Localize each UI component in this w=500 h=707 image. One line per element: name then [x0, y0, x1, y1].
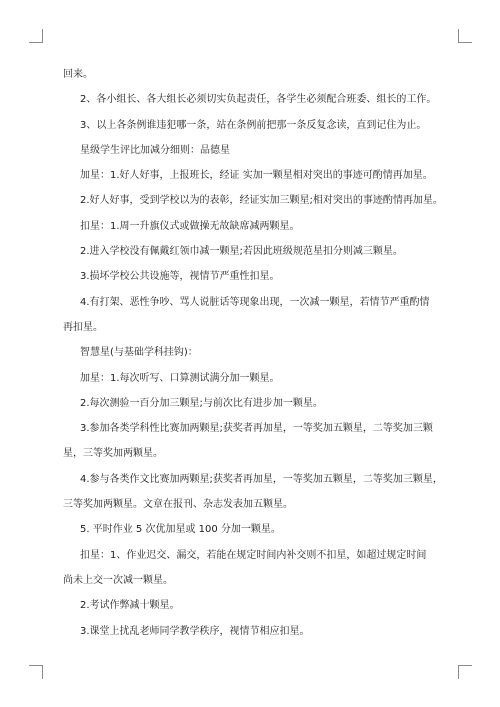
text-line: 星，三等奖加两颗星。 [63, 448, 163, 460]
text-line: 4.参与各类作文比赛加两颗星;获奖者再加星，一等奖加五颗星，二等奖加三颗星， [80, 473, 443, 485]
text-line: 2.好人好事，受到学校以为的表彰，经证实加三颗星;相对突出的事迹酌情再加星。 [80, 195, 443, 207]
paragraph [0, 264, 500, 289]
text-line: 5. 平时作业 5 次优加星或 100 分加一颗星。 [80, 524, 281, 536]
paragraph [0, 239, 500, 264]
paragraph [0, 62, 500, 87]
paragraph [0, 163, 500, 188]
text-line: 3.课堂上扰乱老师同学教学秩序，视情节相应扣星。 [80, 625, 310, 637]
crop-mark-bottom-left [29, 665, 43, 679]
document-body [0, 62, 500, 644]
paragraph [0, 87, 500, 112]
paragraph [0, 467, 500, 518]
paragraph [0, 543, 500, 594]
text-line: 尚未上交一次减一颗星。 [63, 574, 173, 586]
paragraph [0, 391, 500, 416]
paragraph [0, 517, 500, 542]
text-line: 3.参加各类学科性比赛加两颗星;获奖者再加星，一等奖加五颗星，二等奖加三颗 [80, 423, 433, 435]
section-heading [0, 138, 500, 163]
section-heading [0, 340, 500, 365]
paragraph [0, 290, 500, 341]
text-line: 加星：1.每次听写、口算测试满分加一颗星。 [80, 372, 280, 384]
text-line: 3、以上各条例谁违犯哪一条，站在条例前把那一条反复念读，直到记住为止。 [80, 119, 427, 131]
paragraph [0, 593, 500, 618]
text-line: 扣星：1.周一升旗仪式或做操无故缺席减两颗星。 [80, 220, 300, 232]
text-line: 2.进入学校没有佩戴红领巾减一颗星;若因此班级规范星扣分则减三颗星。 [80, 246, 403, 258]
text-line: 3.损坏学校公共设施等，视情节严重性扣星。 [80, 271, 280, 283]
paragraph [0, 619, 500, 644]
text-line: 智慧星(与基础学科挂钩)： [80, 347, 198, 359]
text-line: 再扣星。 [63, 321, 103, 333]
text-line: 2.考试作弊减十颗星。 [80, 600, 180, 612]
text-line: 回来。 [63, 69, 93, 80]
crop-mark-bottom-right [458, 665, 472, 679]
text-line: 加星：1.好人好事，上报班长，经证 实加一颗星相对突出的事迹可酌情再加星。 [80, 170, 433, 182]
text-line: 2、各小组长、各大组长必须切实负起责任，各学生必须配合班委、组长的工作。 [80, 94, 437, 106]
text-line: 4.有打架、恶性争吵、骂人说脏话等现象出现，一次减一颗星，若情节严重酌情 [80, 296, 430, 308]
text-line: 星级学生评比加减分细则：品德星 [80, 144, 230, 156]
paragraph [0, 188, 500, 213]
crop-mark-top-left [29, 29, 43, 43]
crop-mark-top-right [458, 29, 472, 43]
paragraph [0, 113, 500, 138]
text-line: 三等奖加两颗星。文章在报刊、杂志发表加五颗星。 [63, 499, 293, 511]
text-line: 扣星：1、作业迟交、漏交，若能在规定时间内补交则不扣星，如超过规定时间 [80, 549, 427, 561]
paragraph [0, 214, 500, 239]
paragraph [0, 416, 500, 467]
text-line: 2.每次测验一百分加三颗星;与前次比有进步加一颗星。 [80, 397, 323, 409]
paragraph [0, 366, 500, 391]
